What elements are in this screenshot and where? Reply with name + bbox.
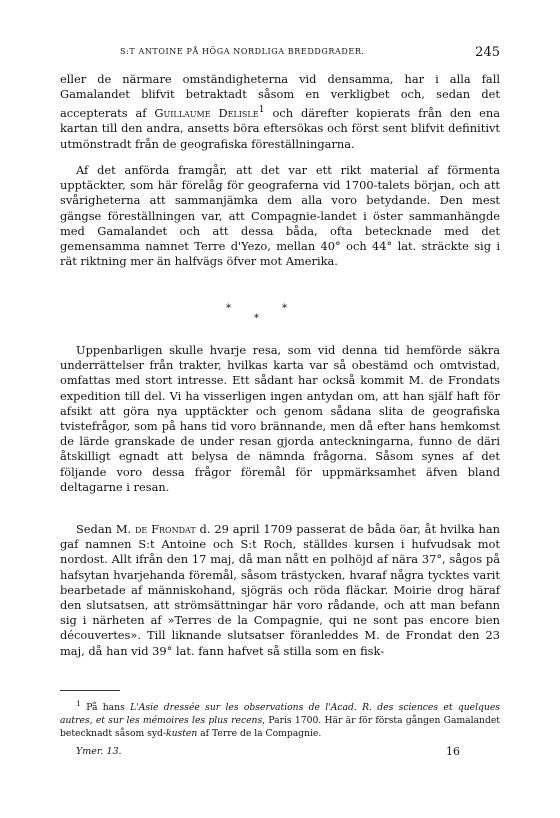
- footnote-cited-title: L'Asie dressée sur les observations de l'Acad. R. des sciences et quelques autres, et sur les mémoires les plus recens: [60, 702, 500, 727]
- page-footer: [60, 746, 500, 760]
- paragraph-text: Sedan M.: [76, 522, 135, 536]
- footnote: [60, 697, 500, 740]
- asterisk: *: [254, 313, 259, 324]
- footnote-text: af Terre de la Compagnie.: [197, 728, 322, 740]
- footnote-separator: [60, 690, 120, 691]
- running-header: [60, 47, 500, 61]
- paragraph: [60, 343, 500, 495]
- paragraph: [60, 522, 500, 659]
- person-name: de Frondat: [134, 522, 196, 536]
- paragraph-continuation: [60, 72, 500, 152]
- paragraph: [60, 163, 500, 269]
- paragraph-text: och därefter kopierats från den ena kartan till den andra, ansetts böra eftersökas och först sent blifvit definitivt utmönstradt från de geografiska föreställningarna.: [60, 106, 500, 151]
- footnote-mark: 1: [76, 699, 81, 708]
- section-divider-asterism: [220, 303, 300, 323]
- asterisk: *: [226, 303, 231, 314]
- page-number: 245: [475, 45, 500, 60]
- footnote-emphasis: kusten: [166, 728, 198, 740]
- paragraph-text: eller de närmare omständigheterna vid densamma, har i alla fall Gamalandet blifvit betraktadt såsom en verkligbet och, sedan det accepterats af: [60, 72, 500, 121]
- paragraph-text: Af det anförda framgår, att det var ett rikt material af förmenta upptäckter, som här förelåg för geograferna vid 1700-talets början, och att svårigheterna att sammanjämka dem alla voro betydande. Den mest gängse föreställningen var, att Compagnie-landet i öster sammanhängde med Gamalandet och att dessa båda, ofta betecknade med det gemensamma namnet Terre d'Yezo, mellan 40° och 44° lat. sträckte sig i rät riktning mer än halfvägs öfver mot Amerika.: [60, 163, 500, 269]
- paragraph-text: Uppenbarligen skulle hvarje resa, som vid denna tid hemförde säkra underrättelser från trakter, hvilkas karta var så obestämd och omtvistad, omfattas med stort intresse. Ett sådant har också kommit M. de Frondats expedition till del. Vi ha visserligen ingen antydan om, att han själf haft för afsikt att göra nya upptäckter och genom sådana slita de geografiska tvistefrågor, som på hans tid voro brännande, men då efter hans hemkomst de lärde granskade de under resan gjorda anteckningarna, funno de däri åtskilligt egnadt att belysa de nämnda frågorna. Såsom synes af det följande voro dessa frågor föremål för uppmärksamhet äfven bland deltagarne i resan.: [60, 343, 500, 494]
- asterisk: *: [282, 303, 287, 314]
- running-title: S:T ANTOINE PÅ HÖGA NORDLIGA BREDDGRADER.: [120, 47, 365, 56]
- footnote-reference: 1: [258, 104, 265, 116]
- footnote-text: , Paris 1700. Här är för första gången Gamalandet betecknadt såsom syd-: [60, 715, 500, 740]
- footnote-text: På hans: [80, 702, 131, 714]
- person-name: Guillaume Delisle: [154, 106, 259, 121]
- paragraph-text: d. 29 april 1709 passerat de båda öar, åt hvilka han gaf namnen S:t Antoine och S:t Roch, ställdes kursen i hufvudsak mot nordost. Allt ifrån den 17 maj, då man nått en polhöjd af nära 37°, sågos på hafsytan hvarjehanda föremål, såsom trästycken, hvaraf några tycktes varit bearbetade af människohand, sjögräs och röda fläckar. Moirie drog häraf den slutsatsen, att strömsättningar här voro rådande, och att man befann sig i närheten af »Terres de la Compagnie, qui ne sont pas encore bien découvertes». Till liknande slutsatser föranleddes M. de Frondat den 23 maj, då han vid 39° lat. fann hafvet så stilla som en fisk-: [60, 522, 500, 658]
- printer-signature: Ymer. 13.: [76, 746, 122, 757]
- sheet-number: 16: [446, 745, 460, 758]
